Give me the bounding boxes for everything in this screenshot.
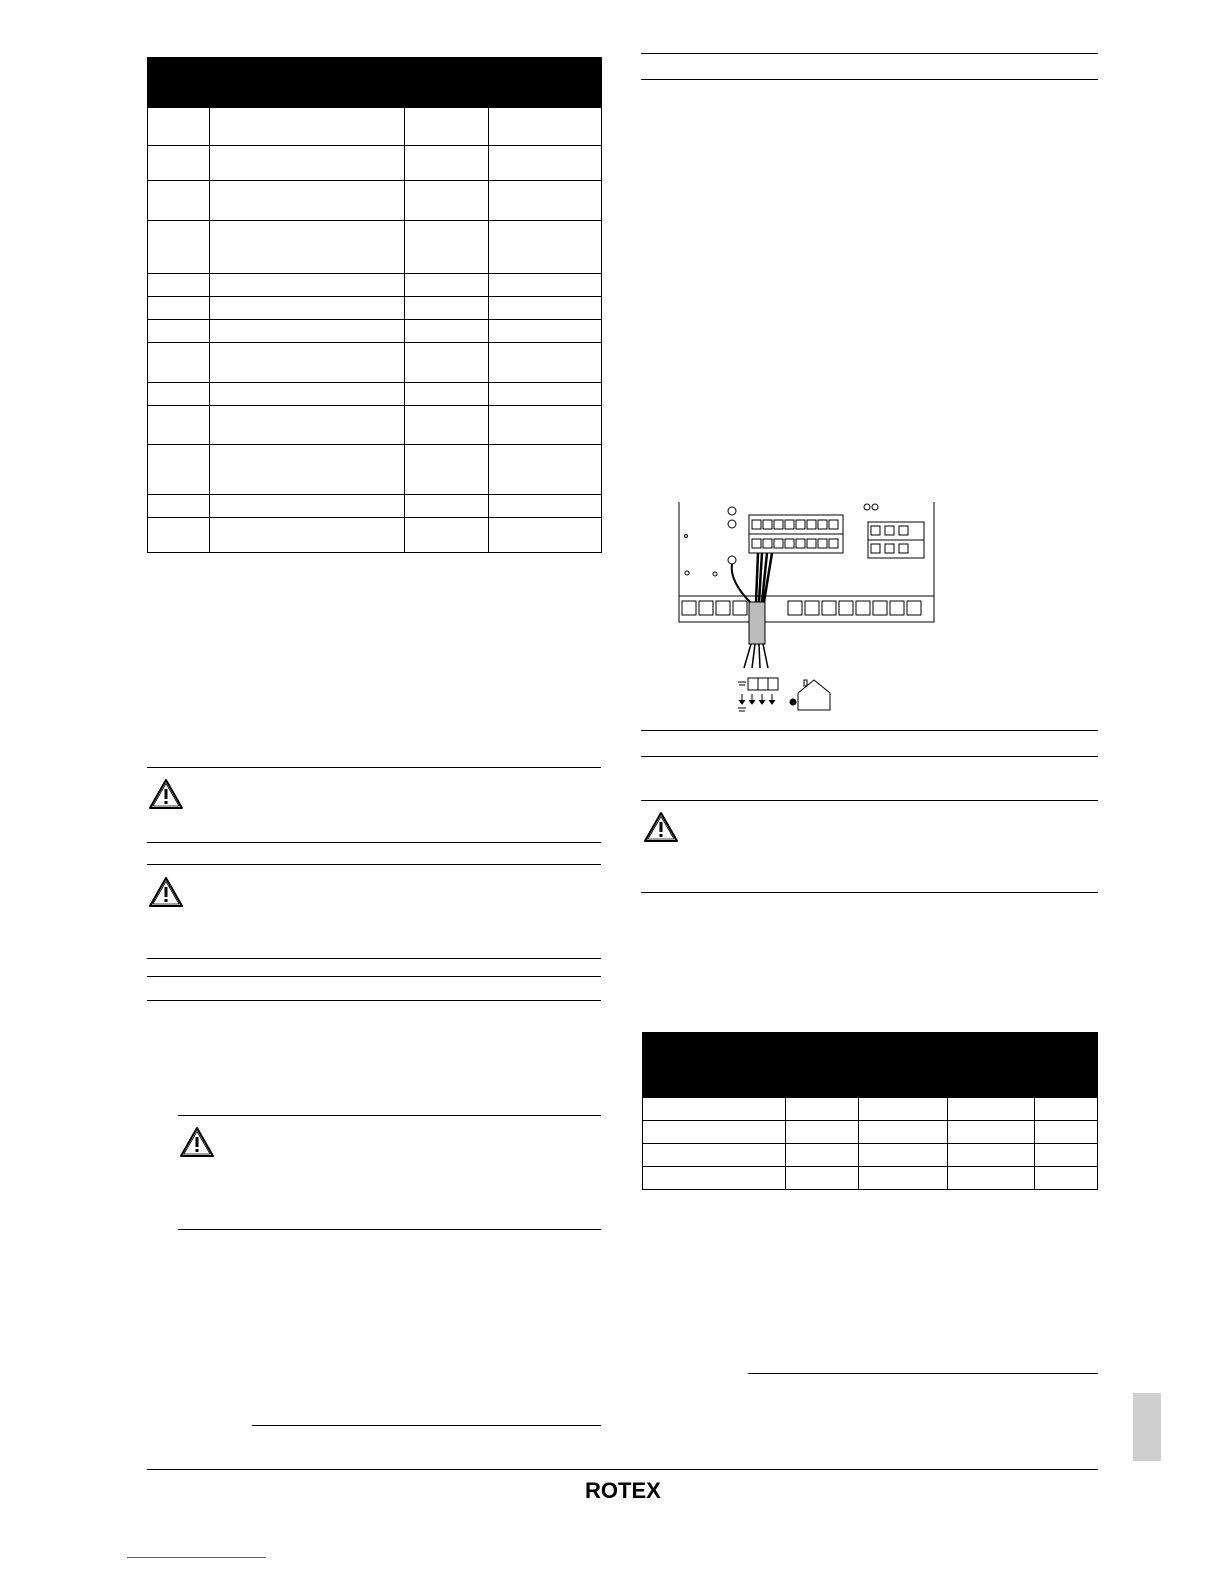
left-table — [147, 107, 602, 553]
right-table — [642, 1097, 1098, 1190]
table-cell — [148, 383, 210, 406]
table-cell — [209, 445, 405, 495]
table-cell — [209, 297, 405, 320]
table-cell — [148, 518, 210, 553]
section-rule — [641, 756, 1098, 757]
table-cell — [148, 108, 210, 146]
table-cell — [785, 1144, 858, 1167]
table-cell — [948, 1121, 1035, 1144]
table-cell — [405, 274, 489, 297]
table-cell — [948, 1167, 1035, 1190]
section-rule — [252, 1425, 601, 1426]
table-cell — [489, 181, 602, 221]
chapter-tab-marker — [1133, 1393, 1161, 1461]
section-rule — [748, 1373, 1098, 1374]
table-cell — [405, 297, 489, 320]
table-cell — [405, 406, 489, 445]
table-cell — [209, 495, 405, 518]
table-cell — [858, 1167, 948, 1190]
warning-triangle-icon — [148, 876, 184, 908]
table-cell — [209, 320, 405, 343]
table-row — [643, 1144, 1098, 1167]
warning-triangle-icon — [643, 811, 679, 843]
section-rule — [147, 1000, 601, 1001]
section-rule — [641, 53, 1098, 54]
table-cell — [209, 108, 405, 146]
table-row — [148, 495, 602, 518]
table-cell — [643, 1167, 786, 1190]
table-row — [148, 108, 602, 146]
table-cell — [209, 274, 405, 297]
warning-box-top — [147, 767, 601, 768]
table-row — [148, 320, 602, 343]
table-row — [148, 181, 602, 221]
table-cell — [405, 445, 489, 495]
table-cell — [405, 108, 489, 146]
table-cell — [858, 1098, 948, 1121]
brand-logo: ROTEX — [585, 1478, 661, 1503]
table-cell — [643, 1121, 786, 1144]
table-cell — [148, 445, 210, 495]
table-cell — [489, 343, 602, 383]
table-cell — [209, 383, 405, 406]
table-cell — [489, 108, 602, 146]
table-cell — [858, 1144, 948, 1167]
warning-box-bottom — [147, 842, 601, 843]
table-cell — [405, 495, 489, 518]
table-row — [148, 297, 602, 320]
table-cell — [489, 320, 602, 343]
table-row — [148, 343, 602, 383]
table-cell — [643, 1144, 786, 1167]
table-cell — [209, 406, 405, 445]
table-cell — [489, 518, 602, 553]
table-cell — [148, 297, 210, 320]
table-cell — [209, 518, 405, 553]
section-rule — [641, 730, 1098, 731]
table-cell — [209, 146, 405, 181]
table-cell — [489, 383, 602, 406]
table-cell — [405, 181, 489, 221]
warning-box-bottom — [178, 1229, 601, 1230]
cable-clamp-row — [682, 601, 921, 615]
table-cell — [148, 274, 210, 297]
table-cell — [405, 343, 489, 383]
table-cell — [948, 1144, 1035, 1167]
table-row — [148, 518, 602, 553]
table-cell — [643, 1098, 786, 1121]
section-rule — [147, 976, 601, 977]
table-cell — [148, 320, 210, 343]
terminal-block-wiring-diagram — [672, 498, 942, 720]
footer-link-underline[interactable] — [127, 1557, 266, 1558]
table-cell — [209, 221, 405, 274]
table-cell — [489, 221, 602, 274]
table-cell — [148, 495, 210, 518]
warning-triangle-icon — [179, 1126, 215, 1158]
table-cell — [1035, 1167, 1098, 1190]
table-cell — [489, 297, 602, 320]
table-row — [643, 1121, 1098, 1144]
table-cell — [489, 495, 602, 518]
table-cell — [489, 146, 602, 181]
table-row — [148, 406, 602, 445]
warning-box-bottom — [641, 892, 1098, 893]
warning-triangle-icon — [148, 778, 184, 810]
table-cell — [948, 1098, 1035, 1121]
warning-box-bottom — [147, 958, 601, 959]
table-cell — [148, 181, 210, 221]
table-cell — [209, 181, 405, 221]
table-row — [148, 146, 602, 181]
warning-box-top — [641, 800, 1098, 801]
table-cell — [148, 221, 210, 274]
table-cell — [405, 518, 489, 553]
table-row — [148, 445, 602, 495]
table-row — [643, 1167, 1098, 1190]
table-cell — [785, 1121, 858, 1144]
table-cell — [1035, 1121, 1098, 1144]
table-cell — [785, 1098, 858, 1121]
table-cell — [489, 445, 602, 495]
right-table-header — [642, 1032, 1098, 1098]
warning-box-top — [178, 1115, 601, 1116]
table-cell — [858, 1121, 948, 1144]
table-cell — [148, 343, 210, 383]
table-cell — [489, 274, 602, 297]
table-cell — [405, 383, 489, 406]
table-cell — [785, 1167, 858, 1190]
table-cell — [1035, 1098, 1098, 1121]
table-cell — [148, 406, 210, 445]
section-rule — [641, 79, 1098, 80]
table-row — [148, 383, 602, 406]
table-row — [148, 221, 602, 274]
table-cell — [1035, 1144, 1098, 1167]
table-cell — [209, 343, 405, 383]
table-row — [643, 1098, 1098, 1121]
warning-box-top — [147, 864, 601, 865]
table-cell — [489, 406, 602, 445]
table-cell — [148, 146, 210, 181]
footer-rule — [147, 1469, 1098, 1470]
table-row — [148, 274, 602, 297]
table-cell — [405, 320, 489, 343]
table-cell — [405, 146, 489, 181]
table-cell — [405, 221, 489, 274]
left-table-header — [147, 57, 602, 107]
